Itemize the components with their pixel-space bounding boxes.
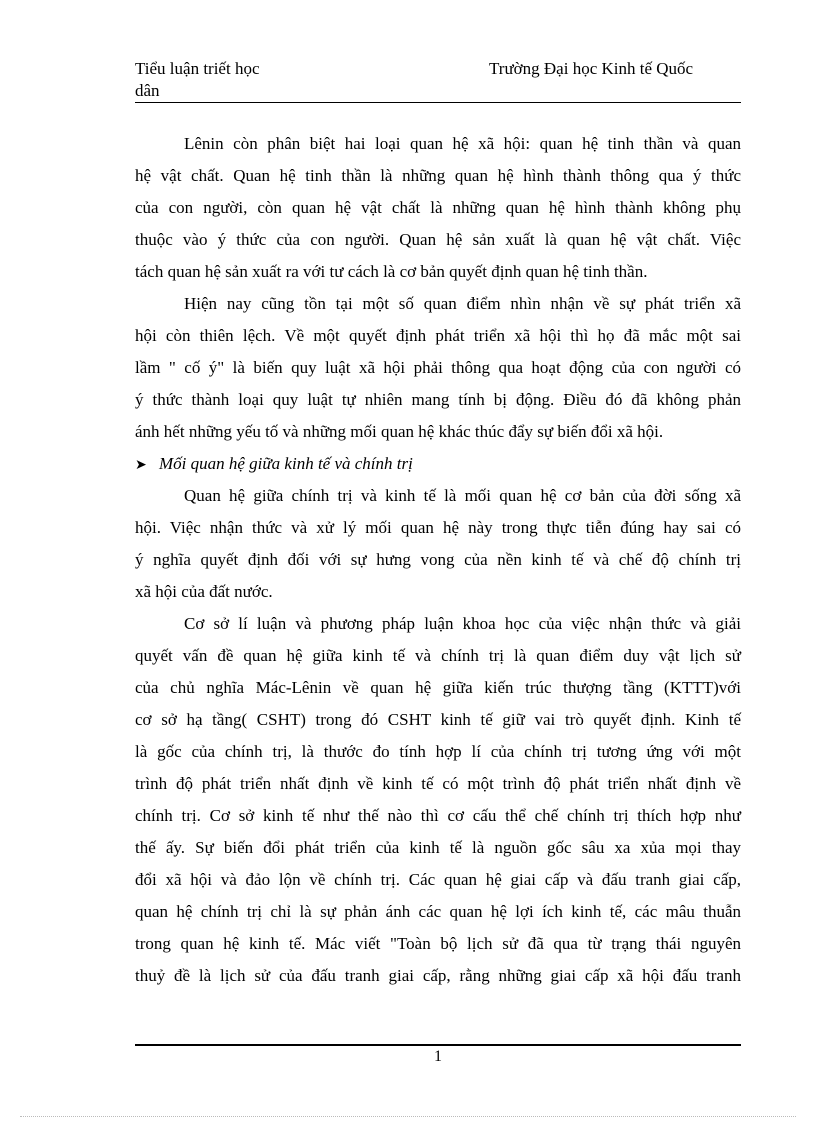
paragraph-line: Lênin còn phân biệt hai loại quan hệ xã hội: quan hệ tinh thần và quan xyxy=(184,134,741,153)
paragraph-line: hệ vật chất. Quan hệ tinh thần là những quan hệ hình thành thông qua ý thức xyxy=(135,166,741,185)
paragraph-line: thuộc vào ý thức của con người. Quan hệ sản xuất là quan hệ vật chất. Việc xyxy=(135,230,741,249)
page-number: 1 xyxy=(434,1048,442,1065)
paragraph-line: chính trị. Cơ sở kinh tế như thế nào thì cơ cấu thể chế chính trị thích hợp như xyxy=(135,806,741,825)
paragraph-line: ý thức thành loại quy luật tự nhiên mang tính bị động. Điều đó đã không phản xyxy=(135,390,741,409)
header-right-title: Trường Đại học Kinh tế Quốc xyxy=(489,59,694,78)
paragraph-line: ý nghĩa quyết định đối với sự hưng vong của nền kinh tế và chế độ chính trị xyxy=(135,550,741,569)
paragraph-line: Cơ sở lí luận và phương pháp luận khoa học của việc nhận thức và giải xyxy=(184,614,741,633)
paragraph-line: của con người, còn quan hệ vật chất là những quan hệ hình thành không phụ xyxy=(135,198,741,217)
section-heading xyxy=(135,448,741,480)
paragraph-line: của chủ nghĩa Mác-Lênin về quan hệ giữa kiến trúc thượng tầng (KTTT)với xyxy=(135,678,741,697)
paragraph-line: ánh hết những yếu tố và những mối quan hệ khác thúc đẩy sự biến đổi xã hội. xyxy=(135,422,664,441)
paragraph-line: lầm " cố ý" là biến quy luật xã hội phải thông qua hoạt động của con người có xyxy=(135,358,741,377)
paragraph-line: trong quan hệ kinh tế. Mác viết "Toàn bộ lịch sử đã qua từ trạng thái nguyên xyxy=(135,934,741,953)
paragraph-line: thế ấy. Sự biến đổi phát triển của kinh tế là nguồn gốc sâu xa xủa mọi thay xyxy=(135,838,741,857)
paragraph-line: Hiện nay cũng tồn tại một số quan điểm nhìn nhận về sự phát triển xã xyxy=(184,294,741,313)
paragraph-line: trình độ phát triển nhất định về kinh tế có một trình độ phát triển nhất định về xyxy=(135,774,741,793)
paragraph-line: cơ sở hạ tầng( CSHT) trong đó CSHT kinh tế giữ vai trò quyết định. Kinh tế xyxy=(135,710,741,729)
paragraph-line: hội. Việc nhận thức và xử lý mối quan hệ này trong thực tiễn đúng hay sai có xyxy=(135,518,741,537)
paragraph-line: xã hội của đất nước. xyxy=(135,582,273,601)
paragraph-line: đổi xã hội và đảo lộn về chính trị. Các quan hệ giai cấp và đấu tranh giai cấp, xyxy=(135,870,741,889)
paragraph-line: là gốc của chính trị, là thước đo tính hợp lí của chính trị tương ứng với một xyxy=(135,742,741,761)
page-edge-divider xyxy=(20,1116,796,1117)
paragraph-line: hội còn thiên lệch. Về một quyết định phát triển xã hội thì họ đã mắc một sai xyxy=(135,326,741,345)
page-header xyxy=(135,58,741,103)
paragraph-line: tách quan hệ sản xuất ra với tư cách là cơ bản quyết định quan hệ tinh thần. xyxy=(135,262,648,281)
paragraph-line: quyết vấn đề quan hệ giữa kinh tế và chính trị là quan điểm duy vật lịch sử xyxy=(135,646,741,665)
document-body xyxy=(135,128,741,992)
paragraph-line: Quan hệ giữa chính trị và kinh tế là mối quan hệ cơ bản của đời sống xã xyxy=(184,486,741,505)
arrow-bullet-icon: ➤ xyxy=(135,458,147,473)
paragraph-line: thuỷ đề là lịch sử của đấu tranh giai cấp, rằng những giai cấp xã hội đấu tranh xyxy=(135,966,741,985)
header-left-title xyxy=(135,58,295,102)
header-left-line1: Tiểu luận triết học xyxy=(135,59,260,78)
section-heading-text: Mối quan hệ giữa kinh tế và chính trị xyxy=(159,454,413,473)
header-left-line2: dân xyxy=(135,81,160,100)
page-footer xyxy=(135,1044,741,1068)
paragraph-line: quan hệ chính trị chỉ là sự phản ánh các quan hệ lợi ích kinh tế, các mâu thuẫn xyxy=(135,902,741,921)
